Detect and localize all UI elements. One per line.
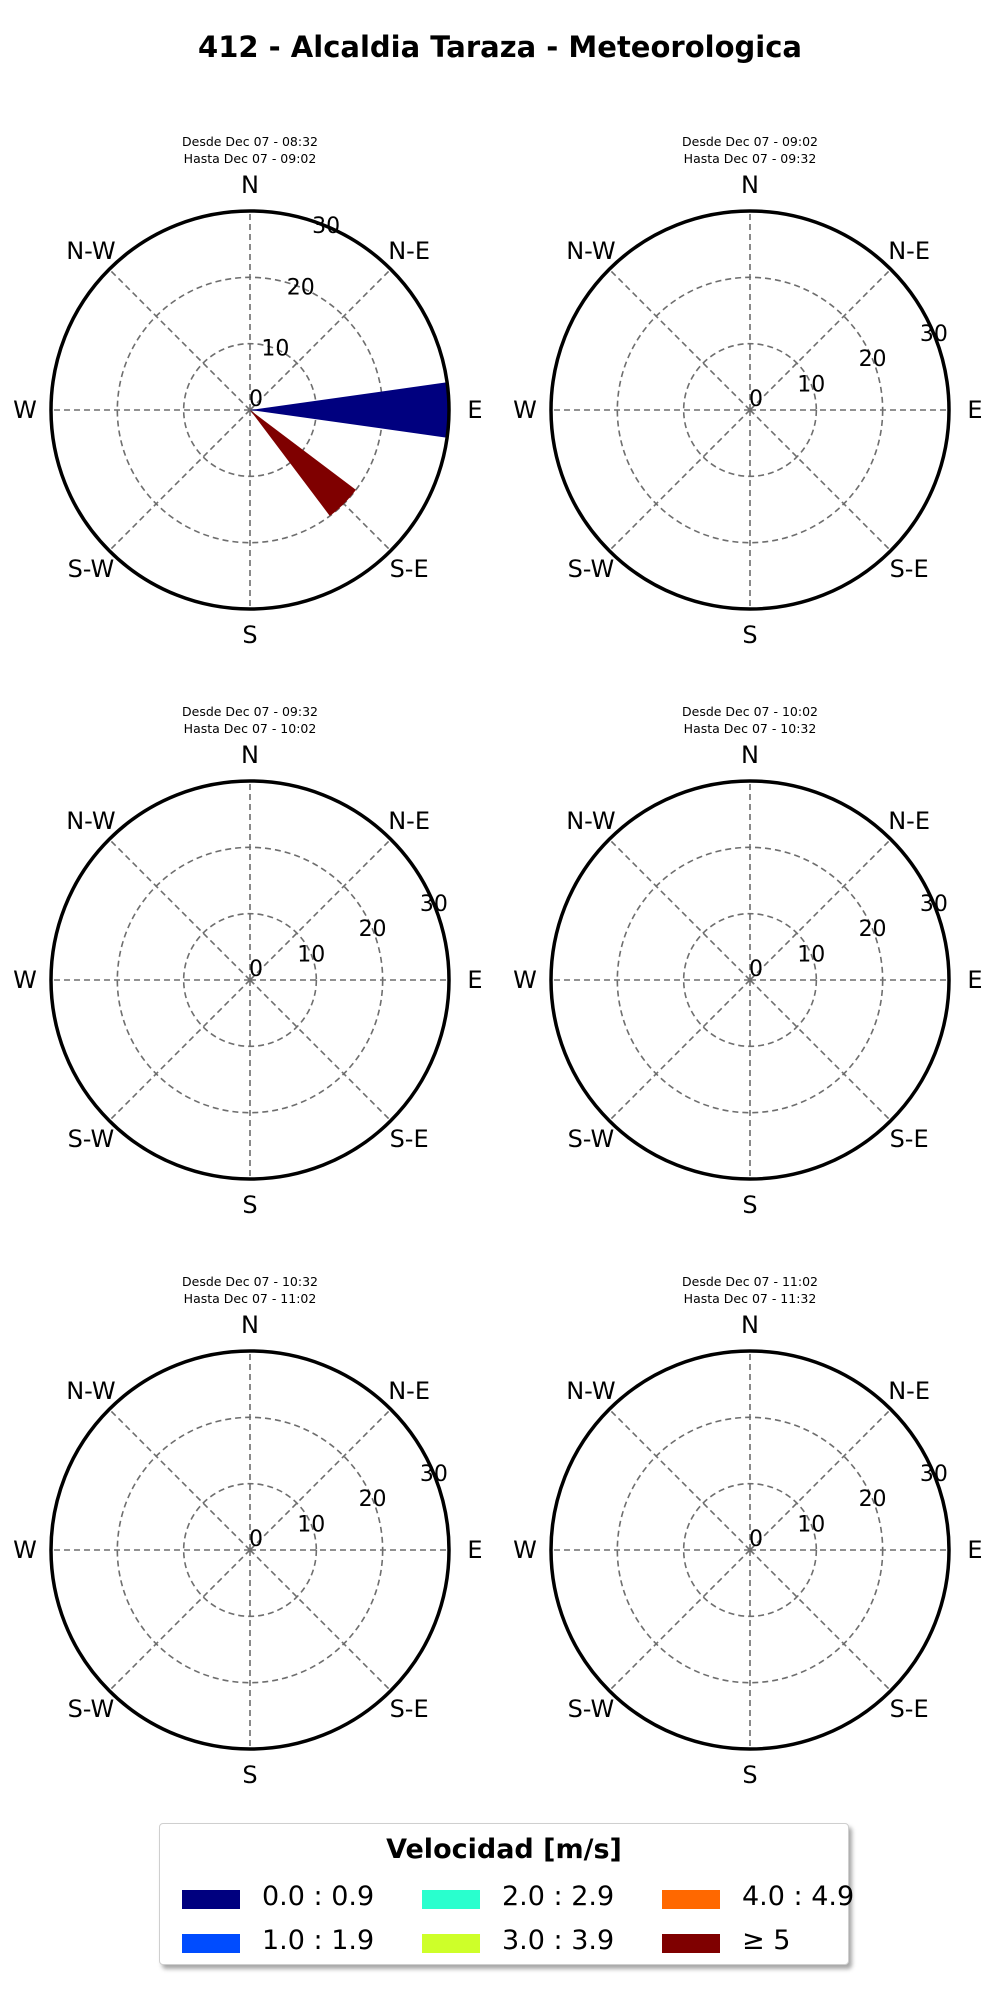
direction-label: S: [742, 621, 758, 649]
period-from: Desde Dec 07 - 10:02: [682, 704, 818, 719]
angular-gridline: [109, 1409, 250, 1550]
angular-gridline: [109, 1550, 250, 1691]
radial-tick-label: 0: [749, 1527, 763, 1552]
legend-label: 4.0 : 4.9: [742, 1881, 855, 1912]
direction-label: N-W: [66, 236, 116, 265]
wind-rose-panel: [0, 133, 500, 693]
legend-label: ≥ 5: [742, 1925, 791, 1956]
radial-tick-label: 0: [249, 387, 263, 412]
direction-label: W: [513, 966, 537, 994]
direction-label: S-E: [889, 555, 929, 584]
direction-label: S: [242, 621, 258, 649]
radial-tick-label: 30: [312, 214, 341, 240]
radial-tick-label: 20: [858, 917, 887, 943]
direction-label: N: [741, 171, 759, 199]
angular-gridline: [609, 410, 750, 551]
legend-swatch: [422, 1890, 480, 1909]
legend-item: [650, 1923, 880, 1963]
radial-tick-label: 10: [261, 336, 290, 362]
legend-item: [170, 1923, 400, 1963]
radial-tick-label: 30: [919, 321, 948, 347]
angular-gridline: [609, 1550, 750, 1691]
radial-tick-label: 20: [858, 1487, 887, 1513]
direction-label: S-E: [889, 1125, 929, 1154]
direction-label: N-W: [566, 1376, 616, 1405]
direction-label: W: [13, 1536, 37, 1564]
angular-gridline: [750, 980, 891, 1121]
wind-rose-plot: [500, 133, 1000, 693]
angular-gridline: [109, 269, 250, 410]
legend-swatch: [182, 1890, 240, 1909]
wind-rose-plot: [0, 133, 500, 693]
legend-swatch: [422, 1934, 480, 1953]
direction-label: S-W: [567, 1695, 615, 1724]
direction-label: N: [741, 741, 759, 769]
angular-gridline: [109, 980, 250, 1121]
wind-rose-panel: [500, 133, 1000, 693]
period-from: Desde Dec 07 - 09:02: [682, 134, 818, 149]
direction-label: S: [242, 1191, 258, 1219]
direction-label: N-E: [888, 806, 930, 835]
radial-tick-label: 10: [797, 942, 826, 968]
direction-label: N: [241, 1311, 259, 1339]
angular-gridline: [109, 410, 250, 551]
legend-item: [410, 1879, 640, 1919]
radial-tick-label: 10: [797, 372, 826, 398]
period-to: Hasta Dec 07 - 09:32: [683, 151, 817, 166]
direction-label: N-E: [388, 1376, 430, 1405]
radial-tick-label: 0: [749, 387, 763, 412]
direction-label: N: [741, 1311, 759, 1339]
period-from: Desde Dec 07 - 09:32: [182, 704, 318, 719]
direction-label: S-W: [67, 1125, 115, 1154]
direction-label: N: [241, 171, 259, 199]
direction-label: E: [967, 396, 983, 424]
direction-label: S-E: [889, 1695, 929, 1724]
angular-gridline: [250, 1550, 391, 1691]
legend-label: 2.0 : 2.9: [502, 1881, 615, 1912]
period-from: Desde Dec 07 - 11:02: [682, 1274, 818, 1289]
radial-tick-label: 20: [358, 917, 387, 943]
legend-item: [650, 1879, 880, 1919]
period-to: Hasta Dec 07 - 10:02: [183, 721, 317, 736]
angular-gridline: [250, 980, 391, 1121]
wind-rose-plot: [0, 703, 500, 1263]
legend-swatch: [662, 1934, 720, 1953]
direction-label: N-W: [66, 806, 116, 835]
wind-bar-s-e: [250, 410, 356, 516]
wind-rose-panel: [0, 703, 500, 1263]
angular-gridline: [109, 839, 250, 980]
wind-rose-plot: [500, 1273, 1000, 1833]
direction-label: W: [13, 966, 37, 994]
angular-gridline: [609, 1409, 750, 1550]
radial-tick-label: 10: [797, 1512, 826, 1538]
legend-label: 3.0 : 3.9: [502, 1925, 615, 1956]
direction-label: N: [241, 741, 259, 769]
period-from: Desde Dec 07 - 10:32: [182, 1274, 318, 1289]
angular-gridline: [750, 1550, 891, 1691]
page-title: 412 - Alcaldia Taraza - Meteorologica: [198, 30, 802, 64]
direction-label: E: [467, 1536, 483, 1564]
period-from: Desde Dec 07 - 08:32: [182, 134, 318, 149]
legend-label: 1.0 : 1.9: [262, 1925, 375, 1956]
direction-label: N-E: [888, 236, 930, 265]
direction-label: S: [242, 1761, 258, 1789]
radial-tick-label: 20: [286, 275, 315, 301]
radial-tick-label: 20: [858, 347, 887, 373]
direction-label: S-E: [389, 1695, 429, 1724]
direction-label: N-E: [888, 1376, 930, 1405]
direction-label: N-W: [566, 236, 616, 265]
direction-label: W: [513, 1536, 537, 1564]
period-to: Hasta Dec 07 - 10:32: [683, 721, 817, 736]
direction-label: N-E: [388, 806, 430, 835]
direction-label: S-E: [389, 555, 429, 584]
direction-label: S-W: [567, 555, 615, 584]
radial-tick-label: 30: [919, 1461, 948, 1487]
radial-tick-label: 0: [249, 957, 263, 982]
direction-label: E: [967, 1536, 983, 1564]
legend-item: [410, 1923, 640, 1963]
period-to: Hasta Dec 07 - 11:02: [183, 1291, 317, 1306]
legend-swatch: [662, 1890, 720, 1909]
legend-label: 0.0 : 0.9: [262, 1881, 375, 1912]
wind-rose-panel: [0, 1273, 500, 1833]
direction-label: E: [467, 966, 483, 994]
radial-tick-label: 10: [297, 1512, 326, 1538]
radial-tick-label: 0: [249, 1527, 263, 1552]
direction-label: S-W: [67, 555, 115, 584]
wind-rose-plot: [500, 703, 1000, 1263]
wind-bar-e: [250, 382, 449, 437]
direction-label: S-W: [67, 1695, 115, 1724]
legend-title: Velocidad [m/s]: [386, 1834, 622, 1865]
direction-label: S-W: [567, 1125, 615, 1154]
angular-gridline: [609, 980, 750, 1121]
radial-tick-label: 0: [749, 957, 763, 982]
direction-label: S-E: [389, 1125, 429, 1154]
radial-tick-label: 30: [419, 1461, 448, 1487]
angular-gridline: [750, 410, 891, 551]
legend-swatch: [182, 1934, 240, 1953]
period-to: Hasta Dec 07 - 11:32: [683, 1291, 817, 1306]
legend-item: [170, 1879, 400, 1919]
direction-label: W: [13, 396, 37, 424]
direction-label: E: [467, 396, 483, 424]
wind-rose-panel: [500, 703, 1000, 1263]
legend: [159, 1823, 855, 1965]
radial-tick-label: 20: [358, 1487, 387, 1513]
wind-rose-plot: [0, 1273, 500, 1833]
direction-label: N-W: [66, 1376, 116, 1405]
direction-label: E: [967, 966, 983, 994]
direction-label: S: [742, 1761, 758, 1789]
angular-gridline: [609, 839, 750, 980]
direction-label: W: [513, 396, 537, 424]
wind-rose-panel: [500, 1273, 1000, 1833]
radial-tick-label: 30: [919, 891, 948, 917]
radial-tick-label: 30: [419, 891, 448, 917]
direction-label: N-W: [566, 806, 616, 835]
period-to: Hasta Dec 07 - 09:02: [183, 151, 317, 166]
direction-label: S: [742, 1191, 758, 1219]
direction-label: N-E: [388, 236, 430, 265]
angular-gridline: [609, 269, 750, 410]
radial-tick-label: 10: [297, 942, 326, 968]
